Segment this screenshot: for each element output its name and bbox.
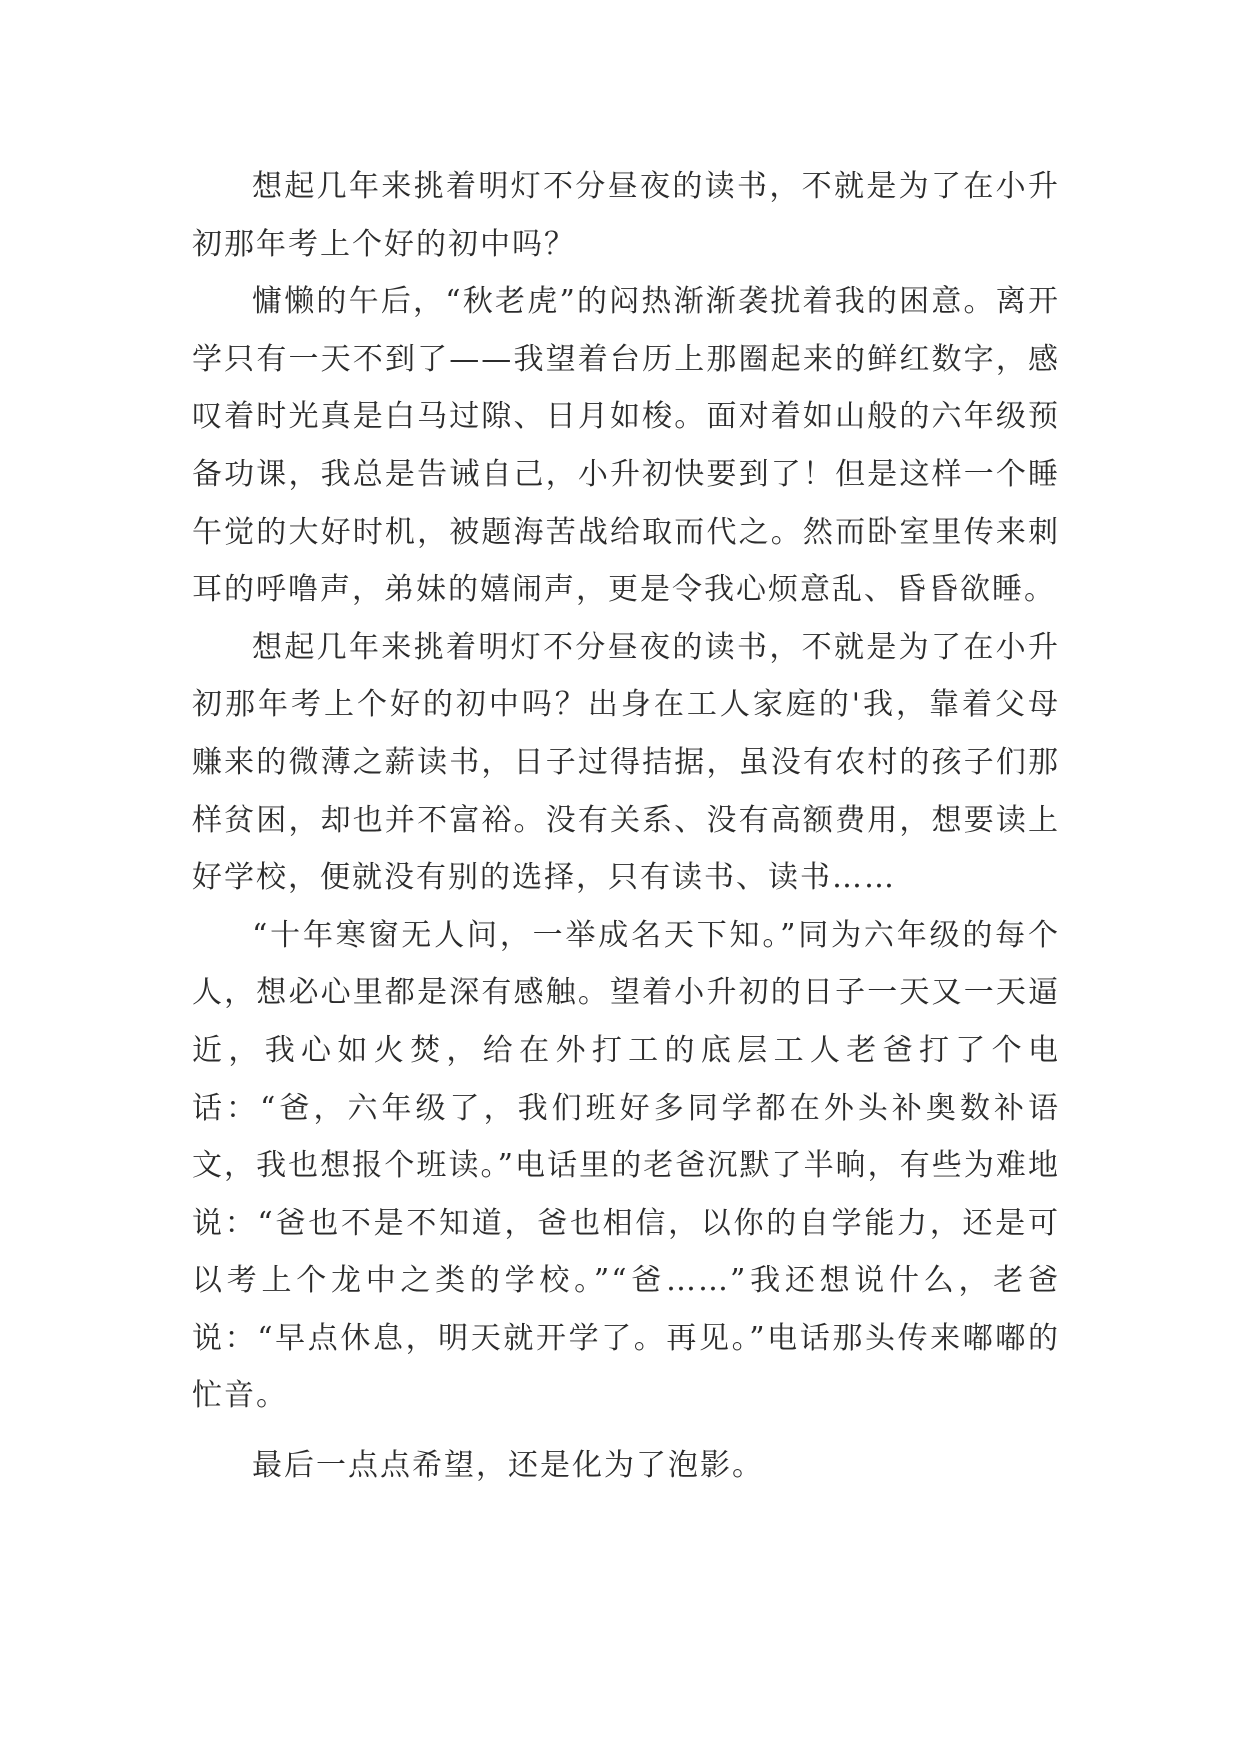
essay-body: [192, 158, 1060, 1495]
paragraph-4: “十年寒窗无人问，一举成名天下知。”同为六年级的每个人，想必心里都是深有感触。望着小升初的日子一天又一天逼近，我心如火焚，给在外打工的底层工人老爸打了个电话：“爸，六年级了，我们班好多同学都在外头补奥数补语文，我也想报个班读。”电话里的老爸沉默了半晌，有些为难地说：“爸也不是不知道，爸也相信，以你的自学能力，还是可以考上个龙中之类的学校。”“爸……”我还想说什么，老爸说：“早点休息，明天就开学了。再见。”电话那头传来嘟嘟的忙音。: [192, 917, 1060, 1414]
paragraph-1: 想起几年来挑着明灯不分昼夜的读书，不就是为了在小升初那年考上个好的初中吗？: [192, 169, 1060, 262]
paragraph-5: 最后一点点希望，还是化为了泡影。: [252, 1448, 764, 1484]
paragraph-3: 想起几年来挑着明灯不分昼夜的读书，不就是为了在小升初那年考上个好的初中吗？出身在工人家庭的'我，靠着父母赚来的微薄之薪读书，日子过得拮据，虽没有农村的孩子们那样贫困，却也并不富裕。没有关系、没有高额费用，想要读上好学校，便就没有别的选择，只有读书、读书……: [192, 629, 1060, 896]
paragraph-2: 慵懒的午后，“秋老虎”的闷热渐渐袭扰着我的困意。离开学只有一天不到了——我望着台历上那圈起来的鲜红数字，感叹着时光真是白马过隙、日月如梭。面对着如山般的六年级预备功课，我总是告诫自己，小升初快要到了！但是这样一个睡午觉的大好时机，被题海苦战给取而代之。然而卧室里传来刺耳的呼噜声，弟妹的嬉闹声，更是令我心烦意乱、昏昏欲睡。: [192, 284, 1060, 608]
